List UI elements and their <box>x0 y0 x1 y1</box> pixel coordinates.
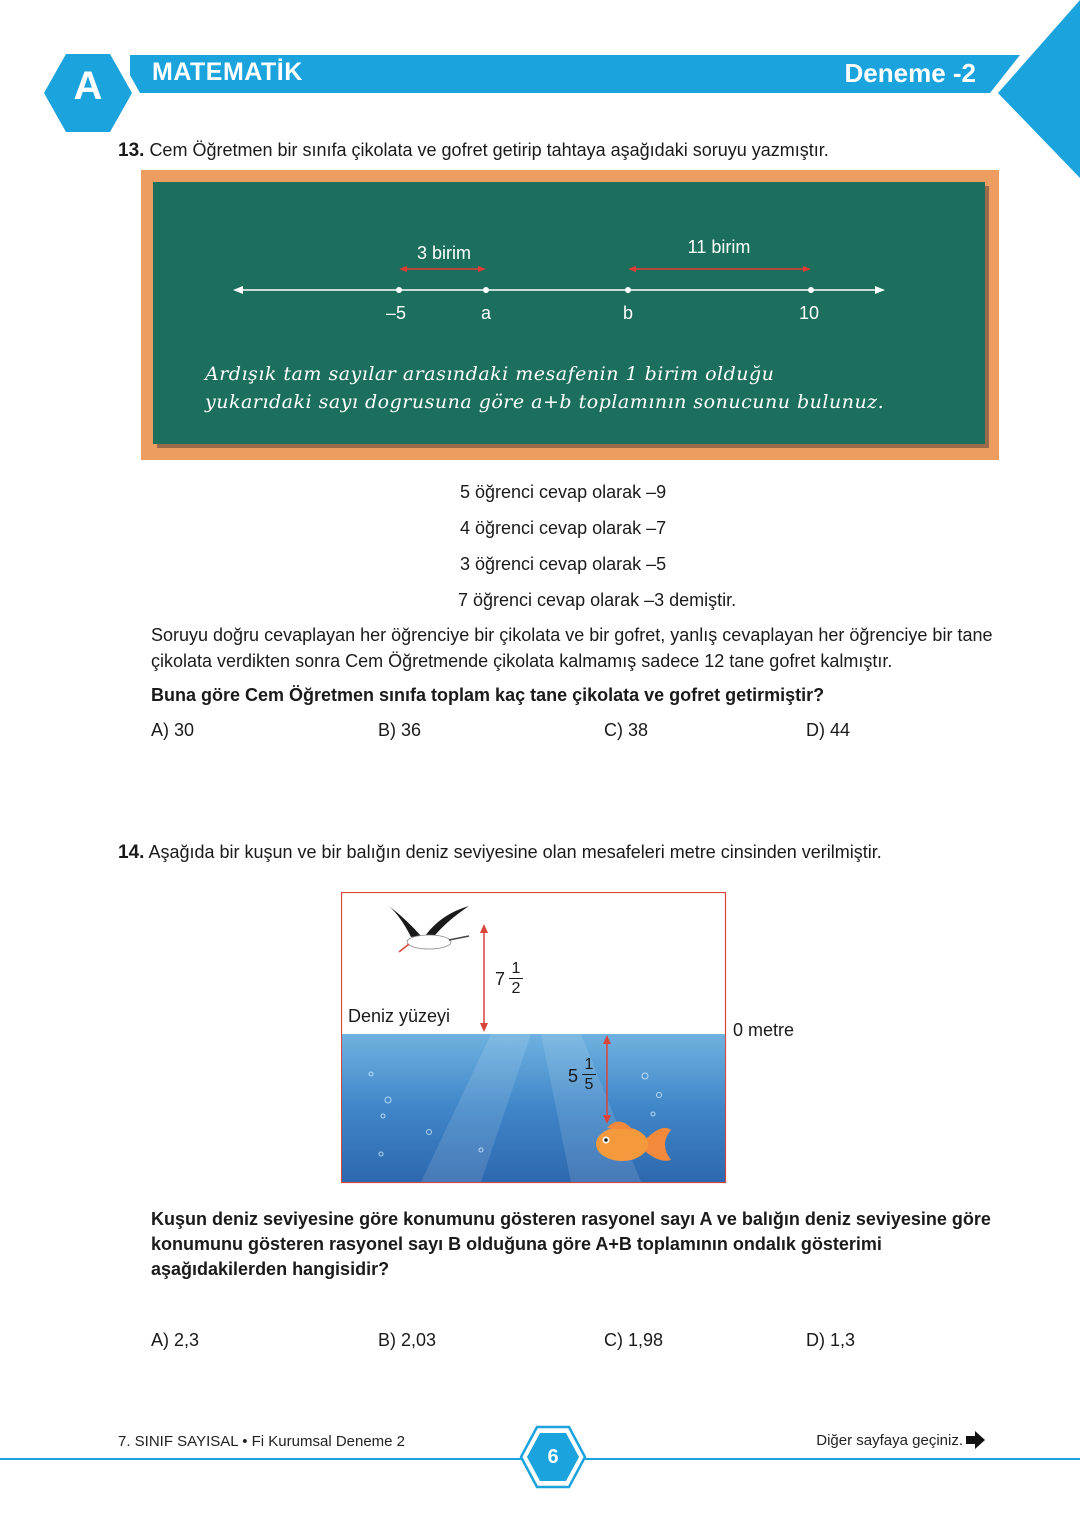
sea-figure <box>341 892 727 1184</box>
bird-whole: 7 <box>495 969 506 989</box>
tick-label-minus5: –5 <box>385 303 407 323</box>
question-prompt: Kuşun deniz seviyesine göre konumunu gösteren rasyonel sayı A ve balığın deniz seviyesine göre konumunu gösteren rasyonel sayı B olduğuna göre A+B toplamının ondalık gösterimi aşağıdakilerden hangisidir? <box>151 1209 991 1279</box>
option-a[interactable]: A) 2,3 <box>151 1330 200 1350</box>
tick-10 <box>808 287 814 293</box>
sea-surface-label: Deniz yüzeyi <box>348 1006 451 1026</box>
next-page-label: Diğer sayfaya geçiniz. <box>816 1432 963 1449</box>
question-paragraph: Soruyu doğru cevaplayan her öğrenciye bir çikolata ve bir gofret, yanlış cevaplayan her öğrenciye bir tane çikolata verdikten sonra Cem Öğretmende çikolata kalmamış sadece 12 tane gofret kalmıştır. <box>151 625 993 671</box>
answer-line-3: 3 öğrenci cevap olarak –5 <box>460 554 667 574</box>
option-b[interactable]: B) 36 <box>378 720 422 740</box>
board-line-2: yukarıdaki sayı dogrusuna göre a+b toplamının sonucunu bulunuz. <box>205 391 885 413</box>
option-c[interactable]: C) 38 <box>604 720 649 740</box>
option-d[interactable]: D) 44 <box>806 720 851 740</box>
tick-a <box>483 287 489 293</box>
tick-label-10: 10 <box>798 303 820 323</box>
option-c[interactable]: C) 1,98 <box>604 1330 664 1350</box>
answer-line-2: 4 öğrenci cevap olarak –7 <box>460 518 667 538</box>
zero-level-label: 0 metre <box>733 1020 795 1040</box>
option-a[interactable]: A) 30 <box>151 720 195 740</box>
page-number: 6 <box>547 1446 559 1468</box>
fish-numerator: 1 <box>582 1056 596 1075</box>
answer-line-4: 7 öğrenci cevap olarak –3 demiştir. <box>458 590 737 610</box>
distance-label-left: 3 birim <box>416 243 472 263</box>
question-number: 13. <box>118 140 145 161</box>
option-b[interactable]: B) 2,03 <box>378 1330 437 1350</box>
question-prompt: Buna göre Cem Öğretmen sınıfa toplam kaç tane çikolata ve gofret getirmiştir? <box>151 685 825 705</box>
tick-label-b: b <box>622 303 634 323</box>
distance-label-right: 11 birim <box>687 237 751 257</box>
question-intro: Aşağıda bir kuşun ve bir balığın deniz seviyesine olan mesafeleri metre cinsinden verilmiştir. <box>148 842 882 862</box>
tick-label-a: a <box>480 303 492 323</box>
footer-title: 7. SINIF SAYISAL • Fi Kurumsal Deneme 2 <box>118 1433 406 1450</box>
subject-title: MATEMATİK <box>152 58 303 86</box>
board-line-1: Ardışık tam sayılar arasındaki mesafenin 1 birim olduğu <box>205 363 775 385</box>
number-line <box>141 170 999 460</box>
exam-title: Deneme -2 <box>844 58 976 88</box>
bird-denominator: 2 <box>511 980 521 997</box>
arrow-right-icon <box>966 1431 986 1449</box>
answer-line-1: 5 öğrenci cevap olarak –9 <box>460 482 667 502</box>
bird-numerator: 1 <box>509 960 523 979</box>
fish-denominator: 5 <box>584 1076 594 1093</box>
question-number: 14. <box>118 842 145 863</box>
tick-b <box>625 287 631 293</box>
question-intro: Cem Öğretmen bir sınıfa çikolata ve gofret getirip tahtaya aşağıdaki soruyu yazmıştır. <box>149 140 829 160</box>
option-d[interactable]: D) 1,3 <box>806 1330 856 1350</box>
fish-whole: 5 <box>568 1066 579 1086</box>
tick-minus5 <box>396 287 402 293</box>
booklet-letter: A <box>73 64 103 108</box>
